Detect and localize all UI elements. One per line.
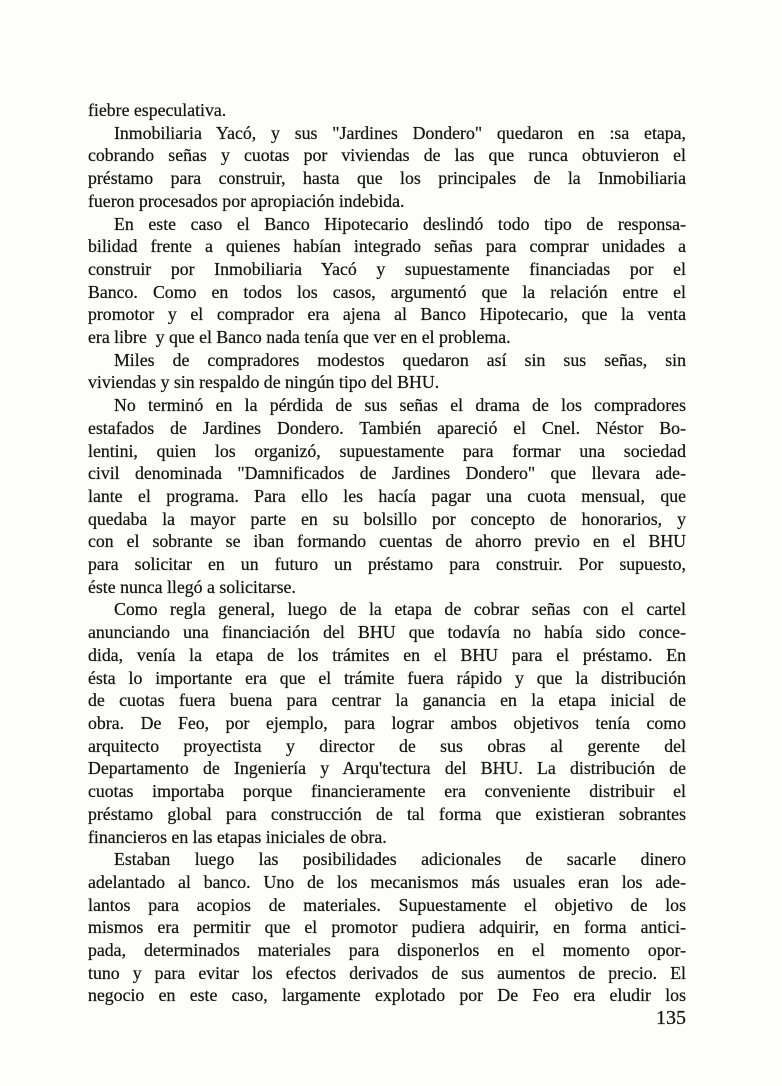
text-line: promotor y el comprador era ajena al Banco Hipotecario, que la venta	[88, 304, 686, 325]
text-line: quedaba la mayor parte en su bolsillo por concepto de honorarios, y	[88, 508, 686, 529]
paragraph	[88, 848, 686, 1007]
text-line: fiebre especulativa.	[88, 100, 227, 120]
text-line: éste nunca llegó a solicitarse.	[88, 576, 296, 597]
text-line: No terminó en la pérdida de sus señas el drama de los compradores	[114, 395, 686, 416]
paragraph	[88, 213, 686, 349]
paragraph	[88, 349, 686, 394]
text-line: Miles de compradores modestos quedaron así sin sus señas, sin	[114, 349, 686, 370]
text-line: de cuotas fuera buena para centrar la ganancia en la etapa inicial de	[88, 690, 686, 711]
text-line: lentini, quien los organizó, supuestamente para formar una sociedad	[88, 440, 686, 461]
text-line: cuotas importaba porque financieramente era conveniente distribuir el	[88, 781, 686, 802]
text-line: obra. De Feo, por ejemplo, para lograr ambos objetivos tenía como	[88, 712, 686, 733]
text-line: estafados de Jardines Dondero. También apareció el Cnel. Néstor Bo-	[88, 417, 686, 438]
text-line: bilidad frente a quienes habían integrado señas para comprar unidades a	[88, 236, 686, 257]
text-line: tuno y para evitar los efectos derivados de sus aumentos de precio. El	[88, 962, 686, 983]
text-line: mismos era permitir que el promotor pudiera adquirir, en forma antici-	[88, 917, 686, 938]
text-line: adelantado al banco. Uno de los mecanismos más usuales eran los ade-	[88, 871, 686, 892]
text-line: financieros en las etapas iniciales de obra.	[88, 826, 387, 847]
text-line: era libre y que el Banco nada tenía que ver en el problema.	[88, 327, 511, 348]
paragraph	[88, 394, 686, 598]
page-number: 135	[656, 1007, 686, 1029]
paragraph	[88, 99, 686, 122]
text-line: ésta lo importante era que el trámite fuera rápido y que la distribución	[88, 667, 686, 688]
text-line: negocio en este caso, largamente explotado por De Feo era eludir los	[88, 985, 686, 1006]
text-line: dida, venía la etapa de los trámites en el BHU para el préstamo. En	[88, 644, 686, 665]
page-text	[88, 99, 686, 1007]
text-line: con el sobrante se iban formando cuentas de ahorro previo en el BHU	[88, 531, 686, 552]
text-line: Banco. Como en todos los casos, argumentó que la relación entre el	[88, 281, 686, 302]
text-line: lante el programa. Para ello les hacía pagar una cuota mensual, que	[88, 485, 686, 506]
text-line: fueron procesados por apropiación indebida.	[88, 190, 405, 211]
text-line: pada, determinados materiales para disponerlos en el momento opor-	[88, 940, 686, 961]
page-number-row	[88, 1004, 686, 1032]
text-line: Estaban luego las posibilidades adicionales de sacarle dinero	[114, 849, 686, 870]
text-line: construir por Inmobiliaria Yacó y supuestamente financiadas por el	[88, 258, 686, 279]
text-line: arquitecto proyectista y director de sus obras al gerente del	[88, 735, 686, 756]
text-line: préstamo global para construcción de tal forma que existieran sobrantes	[88, 803, 686, 824]
text-line: En este caso el Banco Hipotecario deslindó todo tipo de responsa-	[114, 213, 686, 234]
text-line: lantos para acopios de materiales. Supuestamente el objetivo de los	[88, 894, 686, 915]
paragraph	[88, 122, 686, 213]
text-line: anunciando una financiación del BHU que todavía no había sido conce-	[88, 622, 686, 643]
text-line: Inmobiliaria Yacó, y sus "Jardines Dondero" quedaron en :sa etapa,	[114, 122, 686, 143]
paragraph	[88, 598, 686, 848]
text-line: cobrando señas y cuotas por viviendas de las que runca obtuvieron el	[88, 145, 686, 166]
text-line: civil denominada "Damnificados de Jardines Dondero" que llevara ade-	[88, 463, 686, 484]
text-line: Departamento de Ingeniería y Arqu'tectura del BHU. La distribución de	[88, 758, 686, 779]
text-line: Como regla general, luego de la etapa de cobrar señas con el cartel	[114, 599, 686, 620]
text-line: viviendas y sin respaldo de ningún tipo del BHU.	[88, 372, 440, 393]
text-line: para solicitar en un futuro un préstamo para construir. Por supuesto,	[88, 554, 686, 575]
text-line: préstamo para construir, hasta que los principales de la Inmobiliaria	[88, 168, 686, 189]
